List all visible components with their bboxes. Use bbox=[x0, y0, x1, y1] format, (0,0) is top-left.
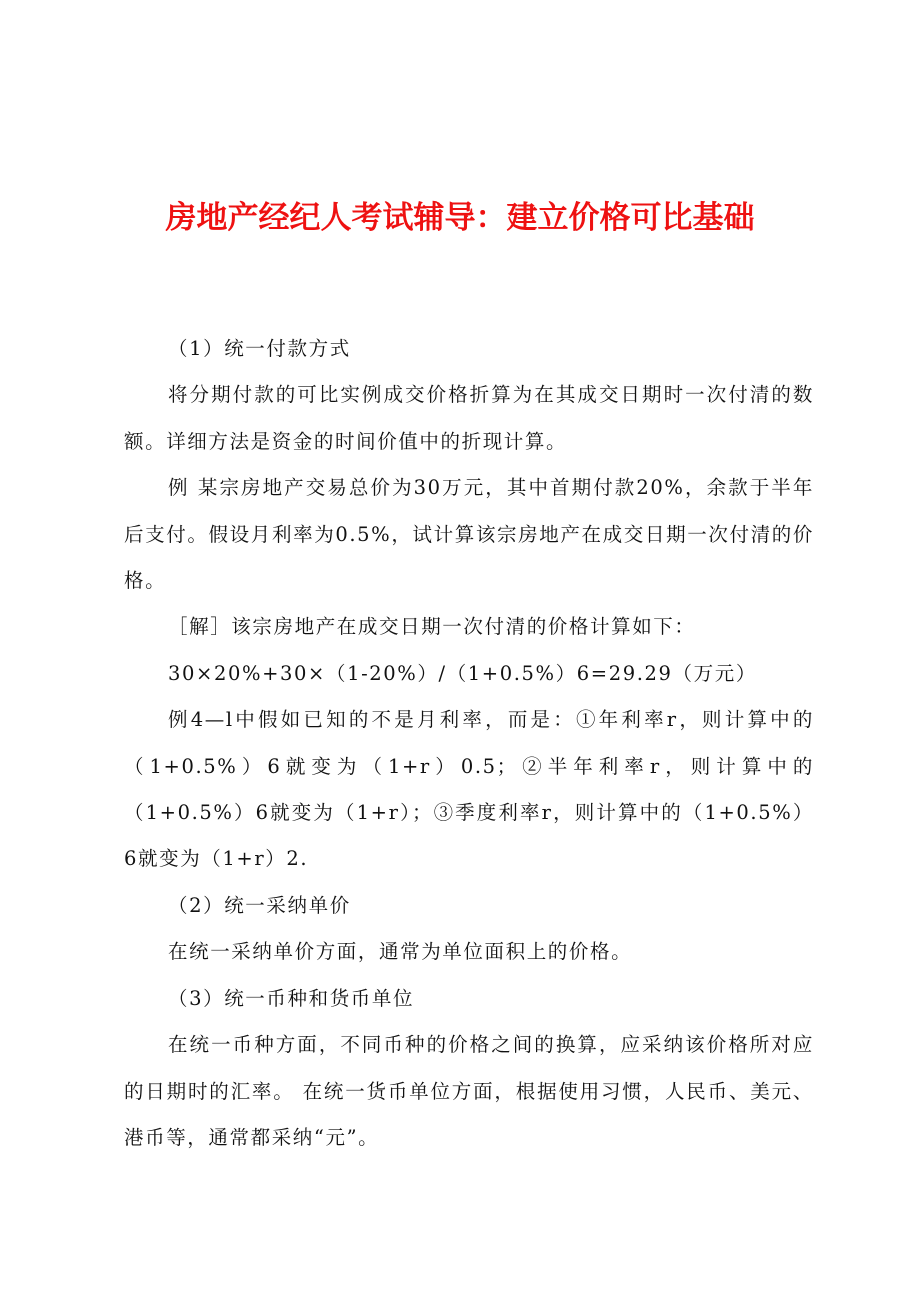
paragraph-example: 例 某宗房地产交易总价为30万元，其中首期付款20%，余款于半年后支付。假设月利率为0.5%，试计算该宗房地产在成交日期一次付清的价格。 bbox=[124, 476, 814, 593]
paragraph-unit-price: 在统一采纳单价方面，通常为单位面积上的价格。 bbox=[168, 940, 633, 964]
section-heading-payment: （1）统一付款方式 bbox=[168, 337, 351, 360]
paragraph-interest-variants: 例4—l中假如已知的不是月利率，而是：①年利率r，则计算中的（1+0.5%）6就变为（1+r）0.5；②半年利率r，则计算中的（1+0.5%）6就变为（1+r）；③季度利率r，则计算中的（1+0.5%）6就变为（1+r）2. bbox=[124, 708, 814, 871]
section-heading-unit-price: （2）统一采纳单价 bbox=[168, 893, 351, 917]
paragraph-solution: ［解］该宗房地产在成交日期一次付清的价格计算如下： bbox=[168, 615, 696, 639]
document-body bbox=[124, 326, 814, 1161]
section-heading-currency: （3）统一币种和货币单位 bbox=[168, 986, 415, 1010]
paragraph-currency: 在统一币种方面，不同币种的价格之间的换算，应采纳该价格所对应的日期时的汇率。 在统一货币单位方面，根据使用习惯，人民币、美元、港币等，通常都采纳“元”。 bbox=[124, 1033, 814, 1149]
paragraph-payment-method: 将分期付款的可比实例成交价格折算为在其成交日期时一次付清的数额。详细方法是资金的时间价值中的折现计算。 bbox=[124, 383, 814, 453]
paragraph-formula: 30×20%+30×（1-20%）/（1+0.5%）6=29.29（万元） bbox=[168, 661, 757, 685]
document-title: 房地产经纪人考试辅导：建立价格可比基础 bbox=[165, 200, 755, 236]
